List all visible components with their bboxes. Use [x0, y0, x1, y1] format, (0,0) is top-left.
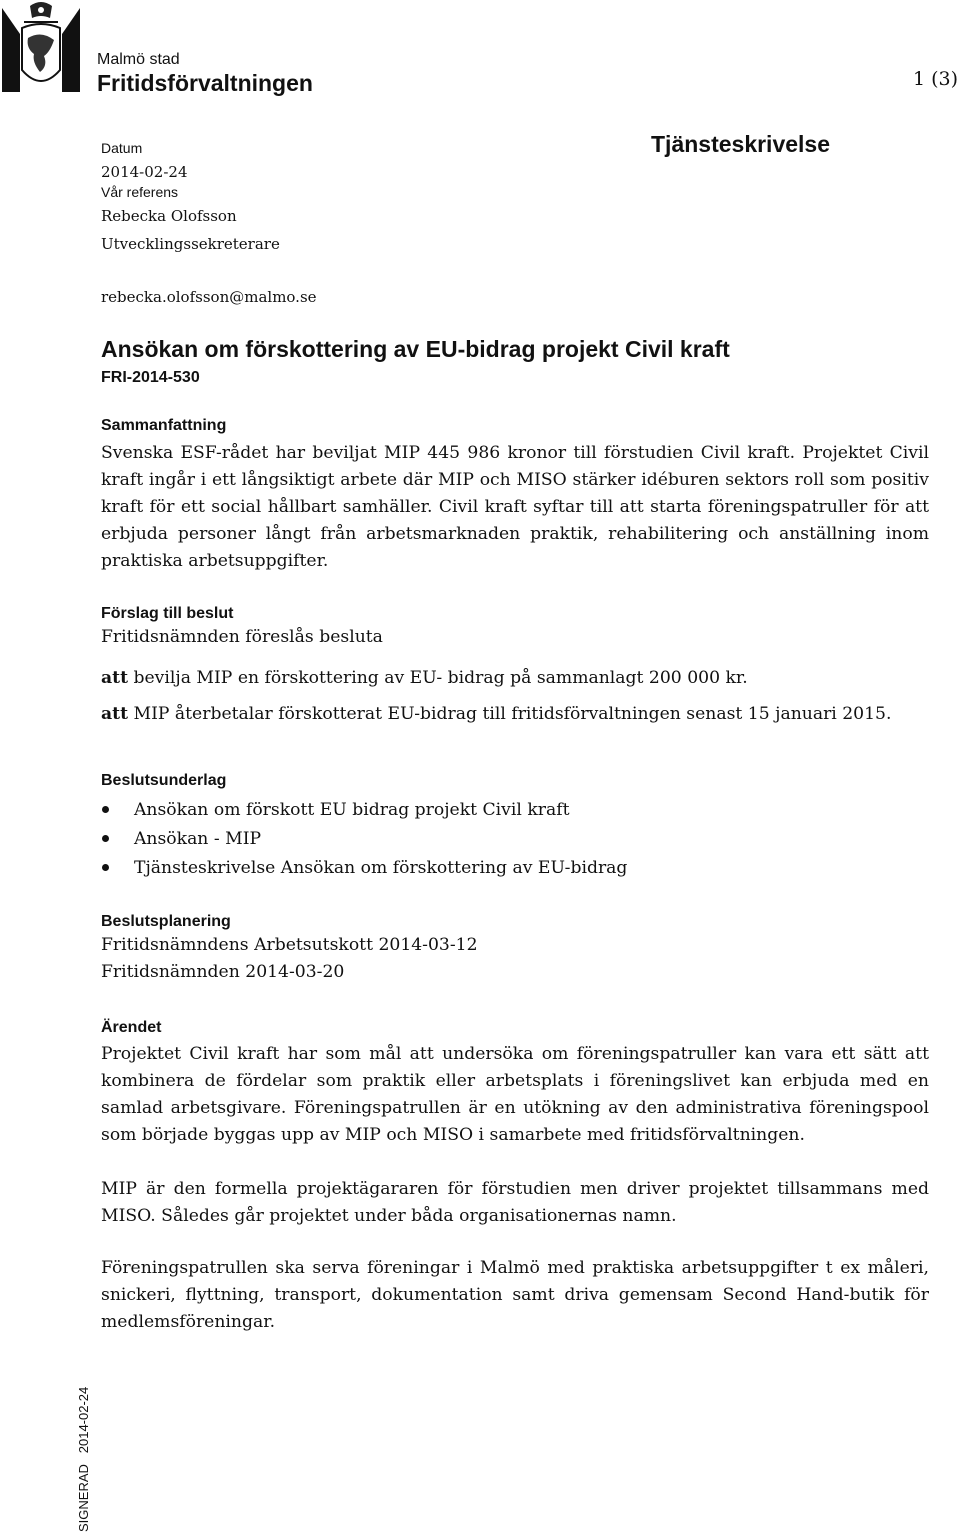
- matter-heading: Ärendet: [101, 1019, 162, 1036]
- summary-text: Svenska ESF-rådet har beviljat MIP 445 986 kronor till förstudien Civil kraft. Projektet Civil kraft ingår i ett långsiktigt arbete där MIP och MISO stärker idéburen sektors roll som positiv kraft för ett social hållbart samhäller. Civil kraft syftar till att starta föreningspatruller för att erbjuda personer långt från arbetsmarknaden praktik, rehabilitering och anställning inom praktiska arbetsuppgifter.: [101, 443, 929, 571]
- bullet-icon: [102, 864, 109, 871]
- org-city: Malmö stad: [97, 51, 180, 68]
- matter-paragraph: Föreningspatrullen ska serva föreningar i Malmö med praktiska arbetsuppgifter t ex måleri, snickeri, flyttning, transport, dokumentation samt driva gemensam Second Hand-butik för medlemsföreningar.: [101, 1258, 929, 1332]
- malmo-coat-of-arms-logo: [0, 0, 82, 94]
- signed-stamp-text: [76, 1387, 91, 1532]
- document-type: Tjänsteskrivelse: [651, 131, 831, 157]
- reference-label: Vår referens: [101, 184, 179, 200]
- decision-basis-heading: Beslutsunderlag: [101, 772, 227, 789]
- matter-paragraph: MIP är den formella projektägararen för förstudien men driver projektet tillsammans med MISO. Således går projektet under båda organisationernas namn.: [101, 1179, 929, 1226]
- list-item-text: Ansökan - MIP: [134, 828, 262, 849]
- date-value: 2014-02-24: [101, 163, 188, 181]
- proposal-item-1: [101, 668, 748, 688]
- decision-planning-heading: Beslutsplanering: [101, 913, 231, 930]
- proposal-heading: Förslag till beslut: [101, 605, 234, 622]
- list-item-text: Ansökan om förskott EU bidrag projekt Civil kraft: [134, 799, 570, 820]
- org-department: Fritidsförvaltningen: [97, 70, 313, 96]
- proposal-item-2-text: MIP återbetalar förskotterat EU-bidrag till fritidsförvaltningen senast 15 januari 2015.: [133, 704, 892, 724]
- signed-status: SIGNERAD: [76, 1464, 91, 1532]
- bullet-icon: [102, 835, 109, 842]
- proposal-intro: Fritidsnämnden föreslås besluta: [101, 627, 383, 647]
- case-number: FRI-2014-530: [101, 369, 200, 386]
- date-label: Datum: [101, 140, 143, 156]
- proposal-item-2: [101, 704, 891, 724]
- list-item: [101, 795, 627, 824]
- page-number: 1 (3): [912, 68, 958, 90]
- reference-name: Rebecka Olofsson: [101, 207, 237, 225]
- page-title: Ansökan om förskottering av EU-bidrag projekt Civil kraft: [101, 336, 730, 362]
- summary-heading: Sammanfattning: [101, 417, 227, 434]
- att-keyword: att: [101, 704, 129, 724]
- signed-stamp: [52, 1384, 102, 1532]
- reference-email: rebecka.olofsson@malmo.se: [101, 288, 317, 306]
- proposal-item-1-text: bevilja MIP en förskottering av EU- bidrag på sammanlagt 200 000 kr.: [133, 668, 748, 688]
- att-keyword: att: [101, 668, 129, 688]
- bullet-icon: [102, 806, 109, 813]
- reference-title: Utvecklingssekreterare: [101, 235, 280, 253]
- decision-planning-item: Fritidsnämnden 2014-03-20: [101, 962, 345, 982]
- list-item: [101, 824, 627, 853]
- list-item-text: Tjänsteskrivelse Ansökan om förskottering av EU-bidrag: [134, 857, 628, 878]
- decision-basis-list: [101, 795, 627, 882]
- decision-planning-item: Fritidsnämndens Arbetsutskott 2014-03-12: [101, 935, 478, 955]
- list-item: [101, 853, 627, 882]
- matter-paragraph: Projektet Civil kraft har som mål att undersöka om föreningspatruller kan vara ett sätt att kombinera de fördelar som praktik eller arbetsplats i föreningslivet kan erbjuda med en samlad arbetsgivare. Föreningspatrullen är en utökning av den administrativa föreningspool som började byggas upp av MIP och MISO i samarbete med fritidsförvaltningen.: [101, 1044, 929, 1145]
- signed-date: 2014-02-24: [76, 1386, 91, 1454]
